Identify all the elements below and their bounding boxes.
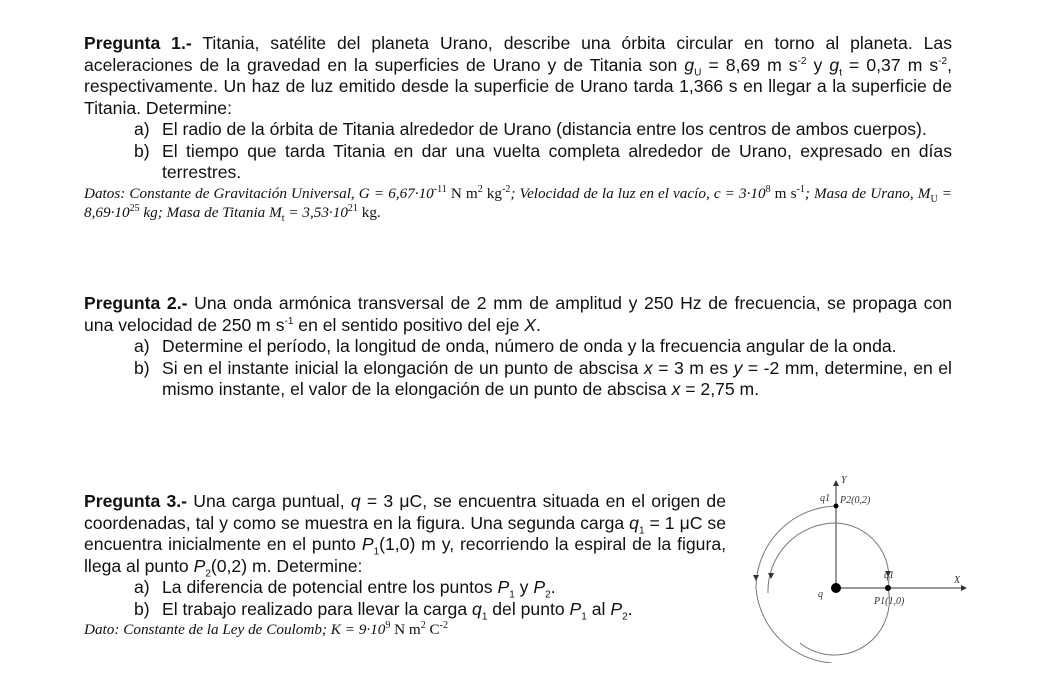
inner-spiral-arc <box>768 523 889 593</box>
q3-b-p1: P <box>569 598 582 619</box>
q1-item-a-label: a) <box>134 119 150 139</box>
q3-dato-3: N m <box>390 621 421 638</box>
q1-datos-10: m s <box>770 184 797 202</box>
q2-item-a-text: Determine el período, la longitud de onda, número de onda y la frecuencia angular de la onda. <box>162 336 897 356</box>
q1-datos-18: = 3,53·10 <box>284 203 348 221</box>
label-q1-right: q1 <box>884 570 894 581</box>
q3-q1-symbol: q <box>629 512 639 533</box>
q1-intro-b: y <box>806 54 830 75</box>
q3-dato-6: -2 <box>439 619 448 631</box>
q2-b-x: x <box>643 357 653 378</box>
question-1 <box>84 33 952 222</box>
q1-gt-sub: t <box>839 67 842 79</box>
q3-a-p1-sub: 1 <box>509 589 515 601</box>
label-q1-top: q1 <box>820 493 830 504</box>
q1-gU-symbol: g <box>684 54 695 75</box>
question-2-title: Pregunta 2.- <box>84 293 188 313</box>
q3-b-text-2: del punto <box>487 598 570 619</box>
q3-item-b <box>84 599 726 621</box>
q2-item-b-label: b) <box>134 357 150 378</box>
q3-p2-symbol: P <box>193 555 206 576</box>
q1-datos-9: 8 <box>765 183 771 195</box>
origin-charge-q <box>831 583 841 593</box>
q1-datos-3: -11 <box>433 183 447 195</box>
y-axis-label: Y <box>841 475 847 486</box>
q1-item-a-text: El radio de la órbita de Titania alrededor de Urano (distancia entre los centros de ambos cuerpos). <box>162 119 927 139</box>
q1-datos-16: kg; Masa de Titania M <box>139 203 282 221</box>
q1-gU-sub: U <box>694 67 702 79</box>
q1-datos-15: 25 <box>129 202 140 214</box>
q1-intro-a: Titania, satélite del planeta Urano, describe una órbita circular en torno al planeta. Las aceleraciones de la gravedad en la superficies de Urano y de Titania son <box>84 33 952 75</box>
q1-item-b-text: El tiempo que tarda Titania en dar una vuelta completa alrededor de Urano, expresado en días terrestres. <box>162 140 952 182</box>
q1-datos-5: 2 <box>477 183 483 195</box>
q1-gt-exp: -2 <box>938 55 948 67</box>
q1-datos-8: ; Velocidad de la luz en el vacío, c = 3·10 <box>510 184 766 202</box>
q1-intro-c: , respectivamente. Un haz de luz emitido desde la superficie de Urano tarda 1,366 s en llegar a la superficie de Titania. Determine: <box>84 54 952 118</box>
label-p1: P1(1,0) <box>874 596 905 607</box>
q3-dato-1: Dato: Constante de la Ley de Coulomb; K = 9·10 <box>84 621 386 638</box>
q1-datos-17: t <box>281 212 285 224</box>
q1-datos-13: U <box>930 193 938 205</box>
q3-a-p2-sub: 2 <box>545 589 551 601</box>
q2-item-a <box>84 336 952 358</box>
q1-gt-value: = 0,37 m s <box>842 54 939 75</box>
q3-p1-sub: 1 <box>373 546 380 558</box>
question-2-statement <box>84 293 952 336</box>
q3-b-text-1: El trabajo realizado para llevar la carga <box>162 598 473 619</box>
q1-datos-19: 21 <box>347 202 358 214</box>
q3-item-a-text <box>162 577 726 599</box>
q3-b-q1-sub: 1 <box>481 611 488 623</box>
question-3-statement <box>84 491 726 580</box>
q2-intro-exp: -1 <box>284 315 294 327</box>
q1-datos-12: ; Masa de Urano, M <box>804 184 931 202</box>
q1-datos-11: -1 <box>796 183 805 195</box>
label-q: q <box>818 589 823 600</box>
q2-intro-a: Una onda armónica transversal de 2 mm de amplitud y 250 Hz de frecuencia, se propaga con una velocidad de 250 m s <box>84 293 953 335</box>
q2-intro-axis: X <box>524 314 536 335</box>
q3-b-q1: q <box>472 598 482 619</box>
q1-datos-4: N m <box>446 184 478 202</box>
q3-p1-symbol: P <box>361 534 374 554</box>
spiral-figure <box>728 473 978 663</box>
q2-b-text-3: = -2 mm, determine, en el mismo instante, el valor de la elongación de un punto de abscisa <box>162 357 952 399</box>
q2-intro-c: . <box>536 314 541 335</box>
q3-intro-c: = 1 μC se encuentra inicialmente en el punto <box>84 512 726 554</box>
q3-b-text-3: al <box>586 598 611 619</box>
q3-item-a-label: a) <box>134 577 150 597</box>
q1-item-b-label: b) <box>134 140 150 161</box>
q3-dato-4: 2 <box>420 619 426 631</box>
q1-gU-value: = 8,69 m s <box>701 54 798 75</box>
question-1-statement <box>84 33 952 119</box>
q3-intro-d: (1,0) m y, recorriendo la espiral de la figura, llega al punto <box>84 534 726 576</box>
q3-p2-sub: 2 <box>205 568 211 580</box>
q1-item-b <box>84 141 952 184</box>
q3-b-p2: P <box>610 598 623 619</box>
q3-a-text-2: y <box>514 577 534 597</box>
q3-dato-2: 9 <box>385 619 391 631</box>
q3-a-text-3: . <box>550 577 556 597</box>
q2-b-x2: x <box>671 379 681 399</box>
outer-spiral-arc <box>756 506 836 588</box>
q1-datos-1: Datos: Constante de Gravitación Universal <box>84 184 351 202</box>
arrow-left-icon <box>753 575 759 581</box>
question-3-title: Pregunta 3.- <box>84 491 188 511</box>
q2-intro-b: en el sentido positivo del eje <box>293 314 525 335</box>
q3-q1-sub: 1 <box>638 525 645 537</box>
q1-datos-2: , G = 6,67·10 <box>350 184 434 202</box>
q3-b-p2-sub: 2 <box>622 611 628 623</box>
q1-datos-20: kg. <box>357 203 381 221</box>
q2-b-text-1: Si en el instante inicial la elongación de un punto de abscisa <box>162 357 644 378</box>
q3-b-p1-sub: 1 <box>581 611 587 623</box>
q3-item-b-label: b) <box>134 598 150 619</box>
q1-gU-exp: -2 <box>797 55 807 67</box>
point-p1 <box>885 585 891 591</box>
q1-gt-symbol: g <box>829 54 840 75</box>
point-p2 <box>834 504 839 509</box>
q2-item-b <box>84 358 952 401</box>
x-axis-label: X <box>954 575 961 586</box>
question-3 <box>84 491 726 639</box>
q3-intro-e: (0,2) m. Determine: <box>210 555 363 576</box>
q3-a-text-1: La diferencia de potencial entre los puntos <box>162 577 498 597</box>
q3-dato <box>84 620 726 639</box>
q3-item-b-text <box>162 599 726 621</box>
q2-b-text-2: = 3 m es <box>652 357 734 378</box>
q1-datos-14: = 8,69·10 <box>84 184 953 221</box>
q2-b-text-4: = 2,75 m. <box>680 379 760 399</box>
q3-dato-5: C <box>425 621 440 638</box>
q2-item-a-label: a) <box>134 336 150 356</box>
question-2 <box>84 293 952 401</box>
q1-datos-7: -2 <box>501 183 511 195</box>
q1-datos <box>84 184 952 222</box>
label-p2: P2(0,2) <box>840 495 871 506</box>
q1-datos-6: kg <box>482 184 502 202</box>
q3-a-p2: P <box>533 577 546 597</box>
q3-intro-a: Una carga puntual, <box>187 491 351 511</box>
q3-item-a <box>84 577 726 599</box>
q3-b-text-4: . <box>627 598 633 619</box>
q1-item-a <box>84 119 952 141</box>
q3-q-symbol: q <box>350 491 361 511</box>
question-1-title: Pregunta 1.- <box>84 33 192 53</box>
q3-intro-b: = 3 μC, se encuentra situada en el origen de coordenadas, tal y como se muestra en la figura. Una segunda carga <box>84 491 726 533</box>
q3-a-p1: P <box>497 577 510 597</box>
q2-b-y: y <box>733 357 743 378</box>
q2-item-b-text <box>162 358 952 401</box>
